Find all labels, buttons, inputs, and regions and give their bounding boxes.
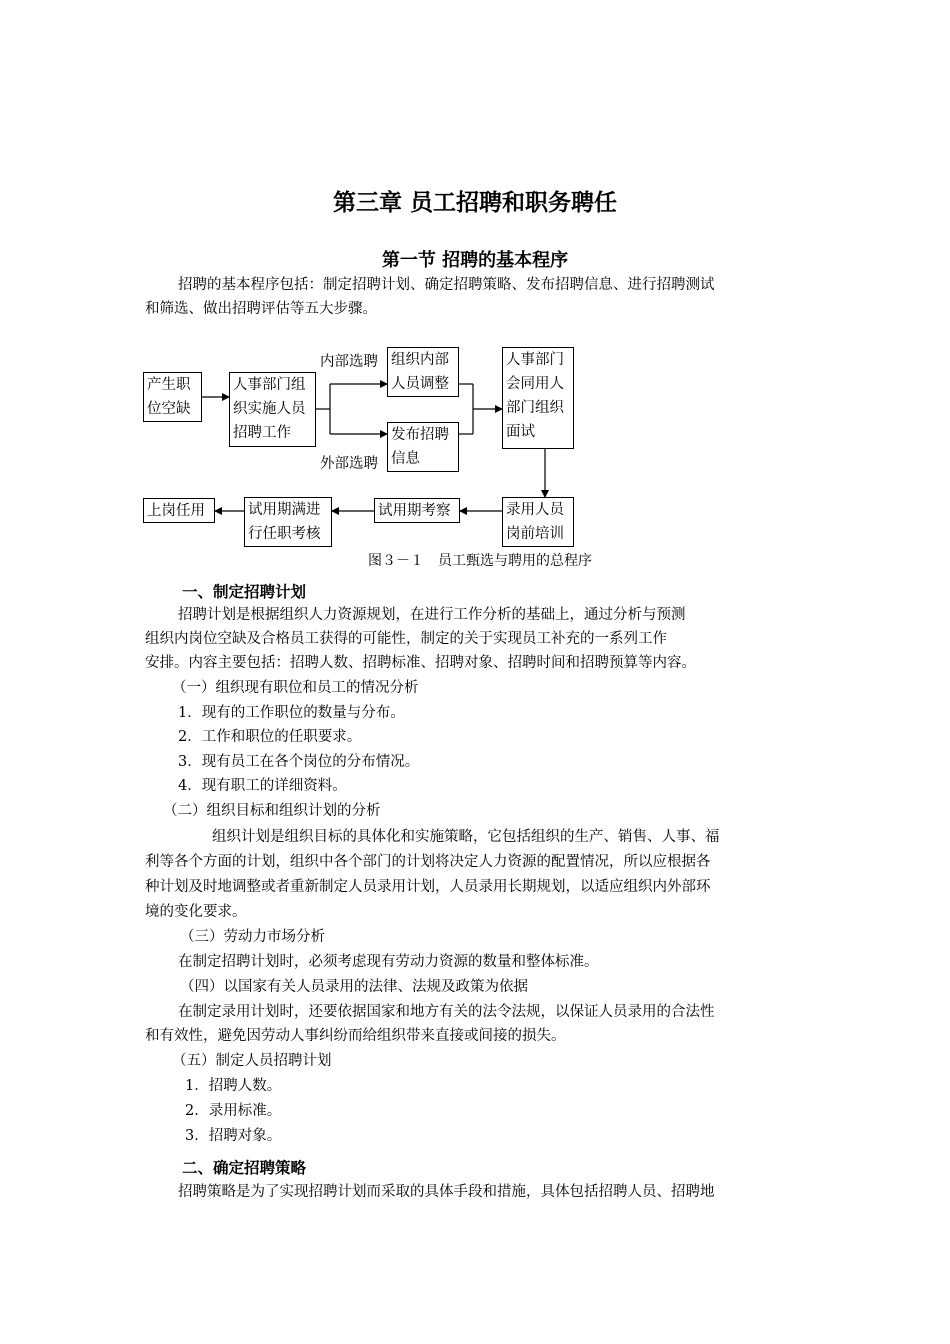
box-interview: 人事部门 会同用人 部门组织 面试 [502,347,574,449]
sub5-item-1: 1．招聘人数。 [185,1078,282,1094]
box-training: 录用人员 岗前培训 [502,497,574,547]
flow-connectors [0,0,950,560]
label-internal: 内部选聘 [320,354,378,370]
heading-part2: 二、确定招聘策略 [182,1158,307,1177]
sub2-para-line-2: 利等各个方面的计划，组织中各个部门的计划将决定人力资源的配置情况，所以应根据各 [145,854,711,870]
box-onboard: 上岗任用 [143,498,215,523]
part1-para-line-3: 安排。内容主要包括：招聘人数、招聘标准、招聘对象、招聘时间和招聘预算等内容。 [145,655,696,671]
sub2-para-line-1: 组织计划是组织目标的具体化和实施策略，它包括组织的生产、销售、人事、福 [212,829,720,845]
sub3-para: 在制定招聘计划时，必须考虑现有劳动力资源的数量和整体标准。 [178,954,599,970]
part1-para-line-2: 组织内岗位空缺及合格员工获得的可能性，制定的关于实现员工补充的一系列工作 [145,631,667,647]
sub5-title: （五）制定人员招聘计划 [172,1053,332,1069]
part2-para: 招聘策略是为了实现招聘计划而采取的具体手段和措施，具体包括招聘人员、招聘地 [178,1184,715,1200]
sub4-title: （四）以国家有关人员录用的法律、法规及政策为依据 [180,979,528,995]
sub2-para-line-3: 种计划及时地调整或者重新制定人员录用计划，人员录用长期规划，以适应组织内外部环 [145,879,711,895]
label-external: 外部选聘 [320,456,378,472]
box-internal-adjust: 组织内部 人员调整 [387,347,459,397]
sub1-item-3: 3．现有员工在各个岗位的分布情况。 [178,754,420,770]
section-title: 第一节 招聘的基本程序 [381,250,569,271]
chapter-title: 第三章 员工招聘和职务聘任 [332,189,617,216]
figure-caption: 图３－１ 员工甄选与聘用的总程序 [368,553,592,569]
sub1-item-2: 2．工作和职位的任职要求。 [178,729,362,745]
box-publish-info: 发布招聘 信息 [387,422,459,472]
sub3-title: （三）劳动力市场分析 [180,929,325,945]
sub2-title: （二）组织目标和组织计划的分析 [163,803,381,819]
sub5-item-3: 3．招聘对象。 [185,1128,282,1144]
sub1-item-4: 4．现有职工的详细资料。 [178,778,347,794]
heading-part1: 一、制定招聘计划 [182,582,307,601]
sub1-item-1: 1．现有的工作职位的数量与分布。 [178,705,405,721]
intro-line-1: 招聘的基本程序包括：制定招聘计划、确定招聘策略、发布招聘信息、进行招聘测试 [178,277,715,293]
sub5-item-2: 2．录用标准。 [185,1103,282,1119]
box-hr-organize: 人事部门组 织实施人员 招聘工作 [229,372,316,447]
sub4-para-line-1: 在制定录用计划时，还要依据国家和地方有关的法令法规，以保证人员录用的合法性 [178,1004,715,1020]
part1-para-line-1: 招聘计划是根据组织人力资源规划，在进行工作分析的基础上，通过分析与预测 [178,607,686,623]
sub1-title: （一）组织现有职位和员工的情况分析 [172,680,419,696]
intro-line-2: 和筛选、做出招聘评估等五大步骤。 [145,301,377,317]
sub4-para-line-2: 和有效性，避免因劳动人事纠纷而给组织带来直接或间接的损失。 [145,1028,566,1044]
box-assessment: 试用期满进 行任职考核 [244,497,332,547]
sub2-para-line-4: 境的变化要求。 [145,904,247,920]
box-vacancy: 产生职 位空缺 [143,372,202,422]
box-probation: 试用期考察 [374,498,460,523]
